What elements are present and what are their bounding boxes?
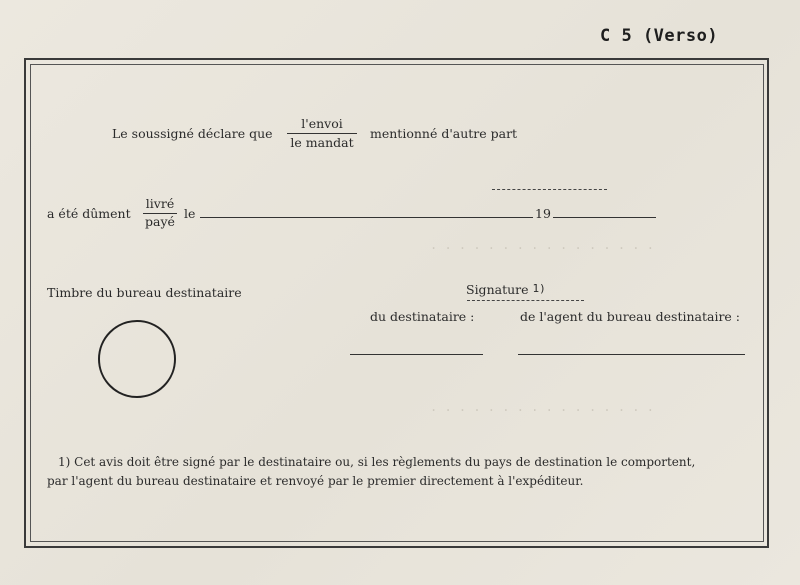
stamp-label: Timbre du bureau destinataire xyxy=(47,285,242,300)
declaration-suffix: mentionné d'autre part xyxy=(370,126,518,141)
declaration-fraction-bar xyxy=(287,133,357,134)
decorative-dash xyxy=(492,189,607,190)
decorative-dash xyxy=(467,300,584,301)
signature-title-text: Signature xyxy=(466,282,529,297)
declaration-option-top: l'envoi xyxy=(301,116,343,131)
recipient-signature-line xyxy=(350,354,483,355)
delivery-year-prefix: 19 xyxy=(535,206,551,221)
declaration-prefix: Le soussigné déclare que xyxy=(112,126,273,141)
delivery-le-label: le xyxy=(184,206,196,221)
form-code: C 5 (Verso) xyxy=(600,26,719,46)
signature-note-ref: 1) xyxy=(532,282,546,295)
postmark-circle xyxy=(98,320,176,398)
delivery-prefix: a été dûment xyxy=(47,206,131,221)
declaration-option-bottom: le mandat xyxy=(290,135,354,150)
footnote-line-2: par l'agent du bureau destinataire et renvoyé par le premier directement à l'expéditeur. xyxy=(47,474,584,488)
delivery-date-line xyxy=(200,217,533,218)
delivery-year-line xyxy=(553,217,656,218)
show-through-text: . . . . . . . . . . . . . . . . xyxy=(430,238,654,252)
footnote-line-1: 1) Cet avis doit être signé par le destinataire ou, si les règlements du pays de destination le comportent, xyxy=(58,455,696,469)
delivery-option-bottom: payé xyxy=(145,214,175,229)
agent-signature-line xyxy=(518,354,745,355)
show-through-text: . . . . . . . . . . . . . . . . xyxy=(430,400,654,414)
signature-title xyxy=(466,282,546,297)
agent-signature-label: de l'agent du bureau destinataire : xyxy=(520,309,741,324)
delivery-option-top: livré xyxy=(145,196,175,211)
recipient-signature-label: du destinataire : xyxy=(370,309,475,324)
